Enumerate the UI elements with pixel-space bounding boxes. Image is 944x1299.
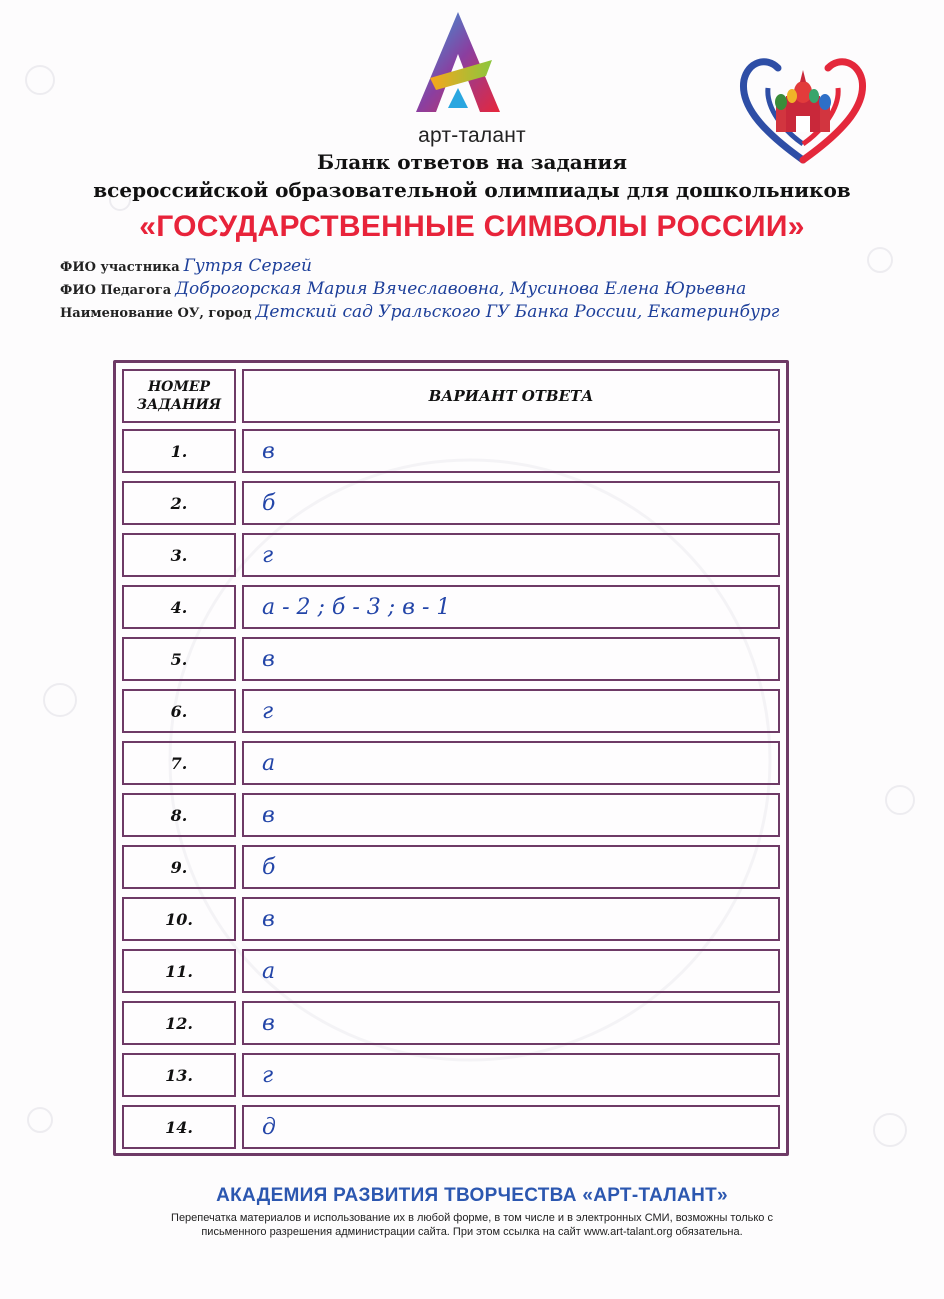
teacher-value: Доброгорская Мария Вячеславовна, Мусинова Елена Юрьевна [175,279,747,299]
copyright-notice [70,1211,874,1239]
table-row [122,1053,780,1097]
teacher-label: ФИО Педагога [60,283,172,298]
task-number: 9. [122,845,236,889]
task-answer: д [242,1105,780,1149]
task-number: 8. [122,793,236,837]
column-header-answer: ВАРИАНТ ОТВЕТА [242,369,780,423]
institution-field [60,302,779,322]
participant-label: ФИО участника [60,260,180,275]
olympiad-name: «ГОСУДАРСТВЕННЫЕ СИМВОЛЫ РОССИИ» [139,210,805,243]
task-number: 7. [122,741,236,785]
task-answer: г [242,533,780,577]
task-answer: б [242,481,780,525]
task-answer: г [242,1053,780,1097]
task-answer: в [242,1001,780,1045]
institution-value: Детский сад Уральского ГУ Банка России, Екатеринбург [255,302,780,322]
form-title-line2: всероссийской образовательной олимпиады для дошкольников [93,178,851,202]
task-number: 13. [122,1053,236,1097]
task-number: 12. [122,1001,236,1045]
task-answer: а [242,949,780,993]
column-header-number [122,369,236,423]
task-answer: в [242,429,780,473]
task-number: 14. [122,1105,236,1149]
task-number: 2. [122,481,236,525]
table-row [122,845,780,889]
table-row [122,897,780,941]
task-answer: в [242,637,780,681]
task-number: 3. [122,533,236,577]
task-number: 4. [122,585,236,629]
art-talant-logo-icon [408,8,508,126]
table-row [122,949,780,993]
form-title-line1: Бланк ответов на задания [317,150,627,174]
answer-table [113,360,789,1156]
column-header-number-line1: НОМЕР [147,379,211,395]
table-row [122,429,780,473]
table-row [122,1105,780,1149]
task-answer: б [242,845,780,889]
participant-value: Гутря Сергей [183,256,313,276]
copyright-notice-line1: Перепечатка материалов и использование их в любой форме, в том числе и в электронных СМИ, возможны только с [171,1212,773,1224]
teacher-field [60,279,746,299]
brand-name: арт-талант [418,124,526,147]
table-header [122,369,780,423]
task-answer: г [242,689,780,733]
table-row [122,741,780,785]
task-number: 1. [122,429,236,473]
academy-title: АКАДЕМИЯ РАЗВИТИЯ ТВОРЧЕСТВА «АРТ-ТАЛАНТ» [216,1185,728,1206]
table-row [122,793,780,837]
institution-label: Наименование ОУ, город [60,306,252,321]
copyright-notice-line2: письменного разрешения администрации сайта. При этом ссылка на сайт www.art-talant.org обязательна. [201,1226,743,1238]
table-row [122,585,780,629]
table-row [122,689,780,733]
task-number: 5. [122,637,236,681]
task-answer: в [242,793,780,837]
table-row [122,533,780,577]
task-number: 11. [122,949,236,993]
task-number: 6. [122,689,236,733]
column-header-number-line2: ЗАДАНИЯ [136,397,222,413]
task-number: 10. [122,897,236,941]
participant-field [60,256,312,276]
task-answer: в [242,897,780,941]
table-row [122,481,780,525]
table-row [122,637,780,681]
task-answer: а [242,741,780,785]
task-answer: а - 2 ; б - 3 ; в - 1 [242,585,780,629]
table-row [122,1001,780,1045]
